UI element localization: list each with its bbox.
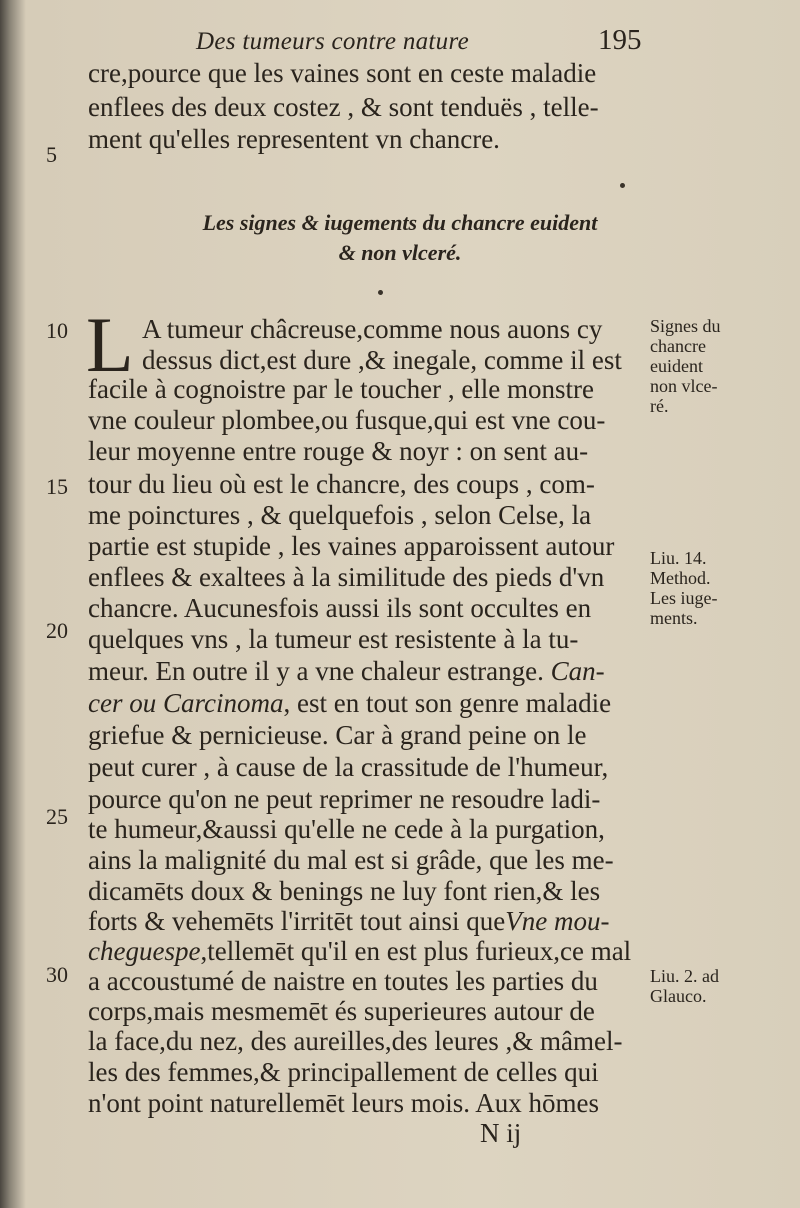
marginal-note-line: non vlce- [650, 376, 718, 396]
text-line [88, 936, 631, 967]
signature-mark: N ij [480, 1118, 522, 1148]
line-number: 25 [46, 804, 68, 829]
text-line: corps,mais mesmemēt és superieures autour de [88, 996, 595, 1026]
text-line: les des femmes,& principallement de celles qui [88, 1057, 599, 1087]
marginal-note-line: ré. [650, 396, 669, 416]
line-number: 20 [46, 618, 68, 643]
text-line: chancre. Aucunesfois aussi ils sont occultes en [88, 593, 592, 623]
italic-term: cer ou Carcinoma [88, 688, 284, 718]
text-line: facile à cognoistre par le toucher , elle monstre [88, 374, 595, 404]
page-number: 195 [598, 24, 642, 56]
text-line: A tumeur châcreuse,comme nous auons cy [142, 314, 603, 344]
text-line: la face,du nez, des aureilles,des leures ,& mâmel- [88, 1026, 623, 1056]
text-line: quelques vns , la tumeur est resistente à la tu- [88, 624, 579, 654]
marginal-note-line: Method. [650, 568, 711, 588]
section-heading: Les signes & iugements du chancre euident [202, 210, 598, 235]
italic-term: cheguespe [88, 936, 201, 966]
text-line: peut curer , à cause de la crassitude de l'humeur, [88, 752, 609, 782]
marginal-note-line: Liu. 2. ad [650, 966, 719, 986]
italic-term: Vne mou- [505, 906, 610, 936]
marginal-note-line: Signes du [650, 316, 721, 336]
text-line [88, 906, 610, 937]
text-line: enflees des deux costez , & sont tenduës , telle- [88, 92, 599, 122]
marginal-note [650, 316, 721, 416]
running-head: Des tumeurs contre nature [196, 28, 469, 55]
ink-dot [378, 290, 383, 295]
text-segment: meur. En outre il y a vne chaleur estrange. [88, 656, 544, 686]
section-heading: & non vlceré. [338, 240, 462, 265]
line-number: 30 [46, 962, 68, 987]
italic-term: Can- [550, 656, 605, 686]
text-line: ment qu'elles representent vn chancre. [88, 124, 500, 154]
marginal-note-line: Les iuge- [650, 588, 718, 608]
text-line [88, 656, 605, 687]
drop-cap: L [86, 301, 134, 388]
marginal-note-line: euident [650, 356, 703, 376]
marginal-note-line: ments. [650, 608, 698, 628]
ink-dot [620, 183, 625, 188]
text-line: leur moyenne entre rouge & noyr : on sent au- [88, 436, 589, 466]
line-number: 15 [46, 474, 68, 499]
marginal-note-line: chancre [650, 336, 706, 356]
text-line: dicamēts doux & benings ne luy font rien,& les [88, 876, 601, 906]
text-line: cre,pource que les vaines sont en ceste maladie [88, 58, 597, 88]
text-line: vne couleur plombee,ou fusque,qui est vne cou- [88, 405, 606, 435]
line-number: 5 [46, 142, 57, 167]
text-line: ains la malignité du mal est si grâde, que les me- [88, 845, 614, 875]
text-line: n'ont point naturellemēt leurs mois. Aux hōmes [88, 1088, 600, 1118]
text-segment: ,tellemēt qu'il en est plus furieux,ce mal [200, 936, 632, 966]
marginal-note [650, 966, 719, 1006]
line-number: 10 [46, 318, 68, 343]
marginal-note-line: Liu. 14. [650, 548, 707, 568]
text-line: tour du lieu où est le chancre, des coups , com- [88, 469, 595, 499]
text-line: pource qu'on ne peut reprimer ne resoudre ladi- [88, 784, 601, 814]
text-segment: forts & vehemēts l'irritēt tout ainsi que [88, 906, 506, 936]
marginal-note [650, 548, 717, 628]
text-line: me poinctures , & quelquefois , selon Celse, la [88, 500, 592, 530]
text-line: enflees & exaltees à la similitude des pieds d'vn [88, 562, 605, 592]
text-line: te humeur,&aussi qu'elle ne cede à la purgation, [88, 814, 605, 844]
text-line: griefue & pernicieuse. Car à grand peine on le [88, 720, 587, 750]
marginal-note-line: Glauco. [650, 986, 707, 1006]
text-line [88, 688, 611, 719]
text-line: partie est stupide , les vaines apparoissent autour [88, 531, 615, 561]
text-line: dessus dict,est dure ,& inegale, comme il est [142, 345, 622, 375]
text-segment: , est en tout son genre maladie [283, 688, 612, 718]
text-line: a accoustumé de naistre en toutes les parties du [88, 966, 598, 996]
